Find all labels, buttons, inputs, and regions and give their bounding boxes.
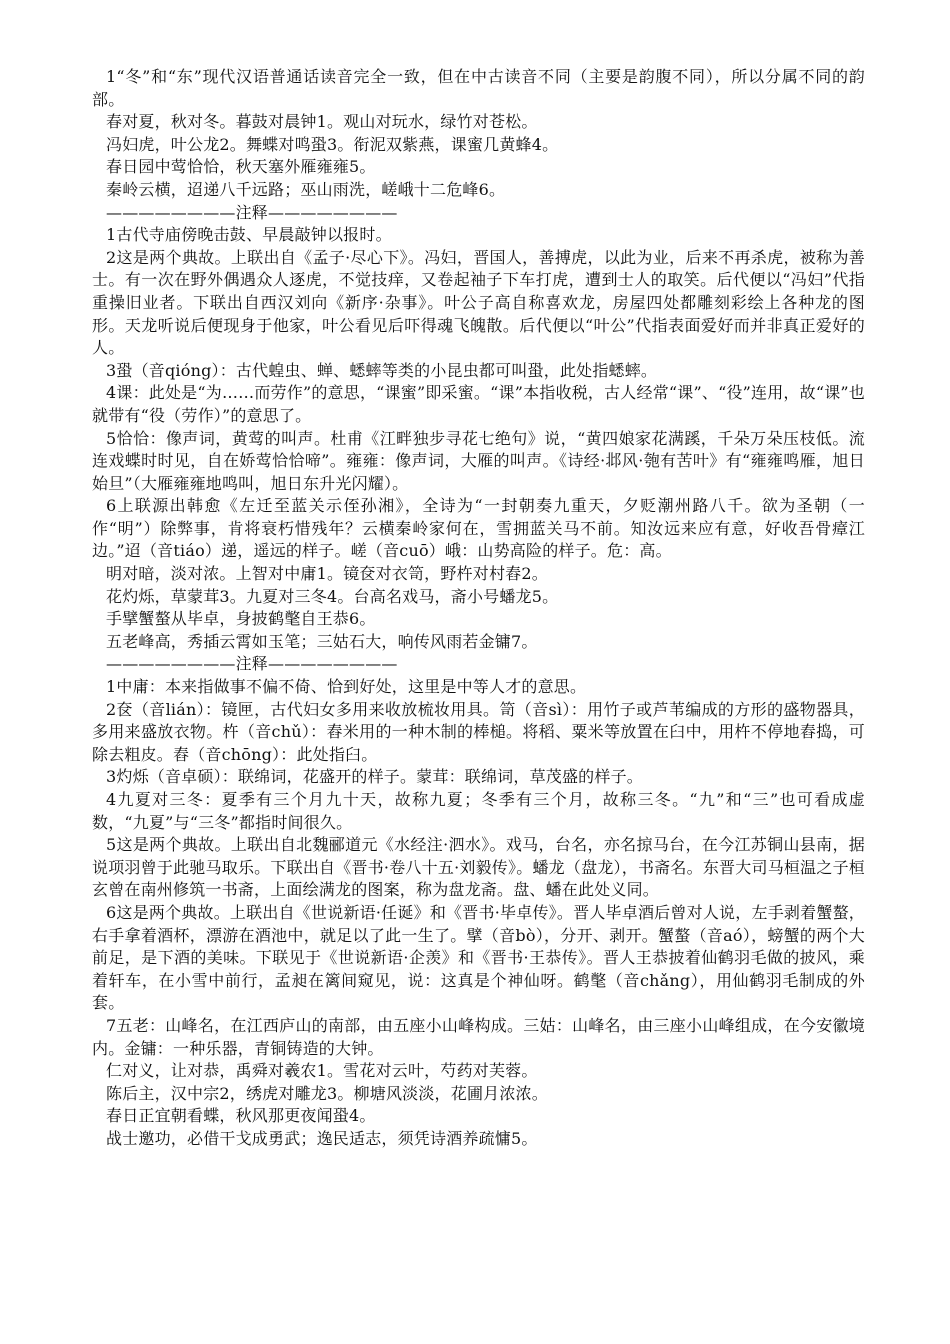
footnote-prev-1: 1“冬”和“东”现代汉语普通话读音完全一致，但在中古读音不同（主要是韵腹不同），所以分属不同的韵部。 — [92, 67, 865, 109]
footnote: 2这是两个典故。上联出自《孟子·尽心下》。冯妇，晋国人，善搏虎，以此为业，后来不再杀虎，被称为善士。有一次在野外偶遇众人逐虎，不觉技痒，又卷起袖子下车打虎，遭到士人的取笑。后代便以“冯妇”代指重操旧业者。下联出自西汉刘向《新序·杂事》。叶公子高自称喜欢龙，房屋四处都雕刻彩绘上各种龙的图形。天龙听说后便现身于他家，叶公看见后吓得魂飞魄散。后代便以“叶公”代指表面爱好而并非真正爱好的人。 — [92, 247, 865, 358]
verse-line: 春对夏，秋对冬。暮鼓对晨钟1。观山对玩水，绿竹对苍松。 — [106, 112, 538, 132]
verse-line: 仁对义，让对恭，禹舜对羲农1。雪花对云叶，芍药对芙蓉。 — [106, 1061, 538, 1081]
verse-line: 五老峰高，秀插云霄如玉笔；三姑石大，响传风雨若金镛7。 — [106, 631, 538, 651]
footnote: 5恰恰：像声词，黄莺的叫声。杜甫《江畔独步寻花七绝句》说，“黄四娘家花满蹊，千朵万朵压枝低。流连戏蝶时时见，自在娇莺恰恰啼”。雍雍：像声词，大雁的叫声。《诗经·邶风·匏有苦叶》有“雍雍鸣雁，旭日始旦”（大雁雍雍地鸣叫，旭日东升光闪耀）。 — [92, 428, 865, 493]
footnote: 1古代寺庙傍晚击鼓、早晨敲钟以报时。 — [106, 225, 392, 245]
footnote: 5这是两个典故。上联出自北魏郦道元《水经注·泗水》。戏马，台名，亦名掠马台，在今江苏铜山县南，据说项羽曾于此驰马取乐。下联出自《晋书·卷八十五·刘毅传》。蟠龙（盘龙），书斋名。东晋大司马桓温之子桓玄曾在南州修筑一书斋，上面绘满龙的图案，称为盘龙斋。盘、蟠在此处义同。 — [92, 835, 865, 900]
document-body — [92, 66, 865, 1151]
verse-line: 战士邀功，必借干戈成勇武；逸民适志，须凭诗酒养疏慵5。 — [106, 1128, 538, 1148]
footnote: 4课：此处是“为……而劳作”的意思，“课蜜”即采蜜。“课”本指收税，古人经常“课”、“役”连用，故“课”也就带有“役（劳作）”的意思了。 — [92, 383, 865, 425]
verse-line: 秦岭云横，迢递八千远路；巫山雨洗，嵯峨十二危峰6。 — [106, 179, 506, 199]
footnote: 3灼烁（音卓硕）：联绵词，花盛开的样子。蒙茸：联绵词，草茂盛的样子。 — [106, 767, 643, 787]
verse-line: 明对暗，淡对浓。上智对中庸1。镜奁对衣笥，野杵对村舂2。 — [106, 564, 548, 584]
footnote: 6这是两个典故。上联出自《世说新语·任诞》和《晋书·毕卓传》。晋人毕卓酒后曾对人说，左手剥着蟹螯，右手拿着酒杯，漂游在酒池中，就足以了此一生了。擘（音bò），分开、剥开。蟹螯（音aó），螃蟹的两个大前足，是下酒的美味。下联见于《世说新语·企羡》和《晋书·王恭传》。晋人王恭披着仙鹤羽毛做的披风，乘着轩车，在小雪中前行，孟昶在篱间窥见，说：这真是个神仙呀。鹤氅（音chǎng），用仙鹤羽毛制成的外套。 — [92, 902, 865, 1013]
footnote: 1中庸：本来指做事不偏不倚、恰到好处，这里是中等人才的意思。 — [106, 677, 587, 697]
notes-divider: ————————注释———————— — [106, 202, 398, 222]
verse-line: 冯妇虎，叶公龙2。舞蝶对鸣蛩3。衔泥双紫燕，课蜜几黄蜂4。 — [106, 134, 559, 154]
footnote: 3蛩（音qióng）：古代蝗虫、蝉、蟋蟀等类的小昆虫都可叫蛩，此处指蟋蟀。 — [106, 360, 658, 380]
verse-line: 春日正宜朝看蝶，秋风那更夜闻蛩4。 — [106, 1106, 376, 1126]
footnote: 7五老：山峰名，在江西庐山的南部，由五座小山峰构成。三姑：山峰名，由三座小山峰组成，在今安徽境内。金镛：一种乐器，青铜铸造的大钟。 — [92, 1015, 865, 1058]
verse-line: 手擘蟹螯从毕卓，身披鹤氅自王恭6。 — [106, 609, 376, 629]
footnote: 6上联源出韩愈《左迁至蓝关示侄孙湘》，全诗为“一封朝奏九重天，夕贬潮州路八千。欲为圣朝（一作“明”）除弊事，肯将衰朽惜残年？云横秦岭家何在，雪拥蓝关马不前。知汝远来应有意，好收吾骨瘴江边。”迢（音tiáo）递，遥远的样子。嵯（音cuō）峨：山势高险的样子。危：高。 — [92, 496, 865, 561]
footnote: 2奁（音lián）：镜匣，古代妇女多用来收放梳妆用具。笥（音sì）：用竹子或芦苇编成的方形的盛物器具，多用来盛放衣物。杵（音chǔ）：舂米用的一种木制的棒槌。将稻、粟米等放置在臼中，用杵不停地舂捣，可除去粗皮。舂（音chōng）：此处指臼。 — [92, 699, 865, 764]
verse-line: 花灼烁，草蒙茸3。九夏对三冬4。台高名戏马，斋小号蟠龙5。 — [106, 586, 559, 606]
verse-line: 陈后主，汉中宗2，绣虎对雕龙3。柳塘风淡淡，花圃月浓浓。 — [106, 1083, 548, 1103]
footnote: 4九夏对三冬：夏季有三个月九十天，故称九夏；冬季有三个月，故称三冬。“九”和“三”也可看成虚数，“九夏”与“三冬”都指时间很久。 — [92, 790, 865, 832]
notes-divider: ————————注释———————— — [106, 654, 398, 674]
verse-line: 春日园中莺恰恰，秋天塞外雁雍雍5。 — [106, 157, 376, 177]
